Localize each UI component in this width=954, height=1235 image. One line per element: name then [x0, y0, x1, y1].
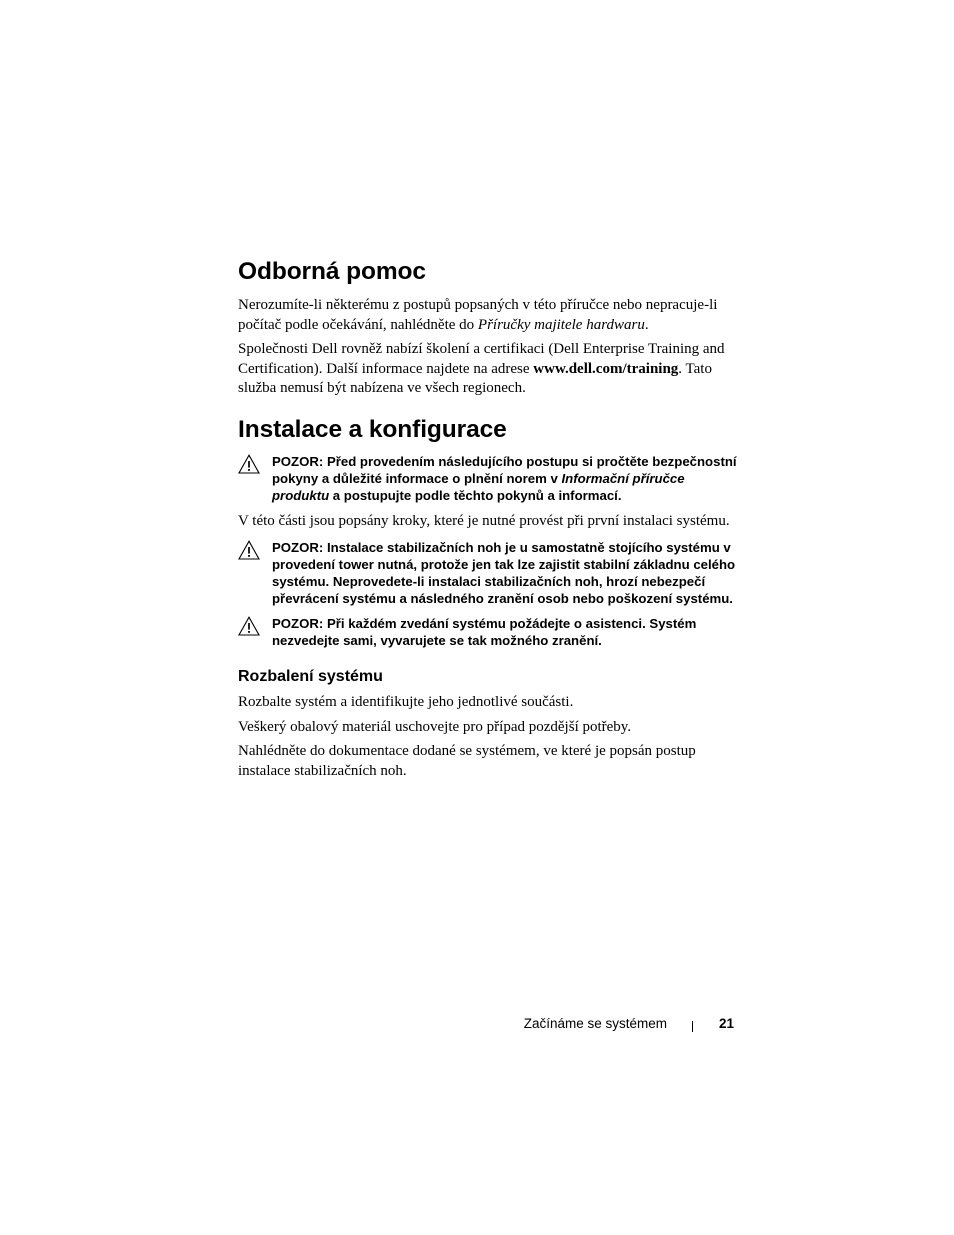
caution-text-2: POZOR: Instalace stabilizačních noh je u samostatně stojícího systému v provedení tower nutná, protože jen tak lze zajistit stabilní základnu celého systému. Neprovedete-li instalaci stabilizačních noh, hrozí nebezpečí převrácení systému a následného zranění osob nebo poškození systému.	[272, 540, 736, 606]
heading-instalace: Instalace a konfigurace	[238, 415, 507, 443]
page-content	[238, 254, 738, 786]
paragraph-text: .	[644, 316, 649, 333]
paragraph-install-steps: V této části jsou popsány kroky, které je nutné provést při první instalaci systému.	[238, 512, 730, 529]
product-info-guide-title: Informační příručce produktu	[272, 470, 685, 503]
heading-rozbaleni: Rozbalení systému	[238, 668, 383, 685]
caution-text-3: POZOR: Při každém zvedání systému požádejte o asistenci. Systém nezvedejte sami, vyvarujete se tak možného zranění.	[272, 616, 697, 648]
page-footer	[0, 1015, 954, 1035]
caution-triangle-icon	[238, 453, 272, 474]
footer-separator	[692, 1021, 693, 1032]
caution-text: a postupujte podle těchto pokynů a informací.	[329, 487, 622, 503]
paragraph-unpack: Rozbalte systém a identifikujte jeho jednotlivé součásti.	[238, 694, 574, 710]
paragraph-text: Nerozumíte-li některému z postupů popsaných v této příručce nebo nepracuje-li počítač podle očekávání, nahlédněte do	[238, 297, 718, 333]
paragraph-keep-packaging: Veškerý obalový materiál uschovejte pro případ pozdější potřeby.	[238, 718, 632, 735]
training-url: www.dell.com/training	[533, 360, 679, 377]
caution-text-1	[272, 453, 738, 504]
caution-block-2	[238, 539, 738, 607]
caution-triangle-icon	[238, 615, 272, 636]
footer-section-title: Začínáme se systémem	[523, 1016, 667, 1031]
hardware-manual-title: Příručky majitele hardwaru	[477, 316, 645, 333]
caution-block-1	[238, 453, 738, 504]
page-number: 21	[719, 1016, 735, 1031]
heading-odborna-pomoc: Odborná pomoc	[238, 258, 426, 285]
caution-text: POZOR: Před provedením následujícího postupu si pročtěte bezpečnostní pokyny a důležité informace o plnění norem v	[272, 453, 737, 486]
paragraph-stabilizer-docs: Nahlédněte do dokumentace dodané se systémem, ve které je popsán postup instalace stabilizačních noh.	[238, 743, 696, 779]
paragraph-text: Společnosti Dell rovněž nabízí školení a certifikaci (Dell Enterprise Training and Certification). Další informace najdete na adrese	[238, 341, 725, 377]
paragraph-training	[238, 340, 738, 399]
caution-block-3	[238, 615, 738, 649]
paragraph-text: . Tato služba nemusí být nabízena ve všech regionech.	[238, 360, 712, 396]
paragraph-help-intro	[238, 296, 738, 335]
caution-triangle-icon	[238, 539, 272, 560]
